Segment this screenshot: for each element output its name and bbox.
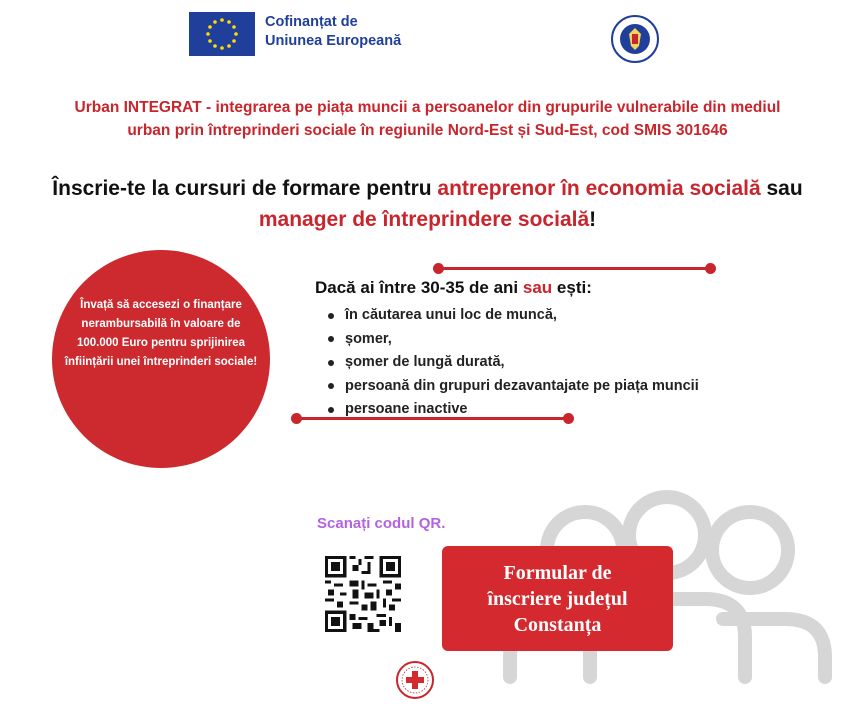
conditions-heading-part1: Dacă ai între 30-35 de ani: [315, 278, 523, 297]
eu-flag-icon: [189, 12, 255, 56]
project-title: Urban INTEGRAT - integrarea pe piața muncii a persoanelor din grupurile vulnerabile din mediul urban prin întreprinderi sociale în regiunile Nord-Est și Sud-Est, cod SMIS 301646: [74, 99, 781, 139]
form-button-line3: Constanța: [513, 613, 602, 636]
top-line-end-dot: [705, 263, 716, 274]
bullet-icon: [328, 383, 334, 389]
list-item: [328, 304, 699, 328]
gov-emblem-icon: [610, 14, 660, 64]
bullet-icon: [328, 360, 334, 366]
headline-highlight-manager: manager de întreprindere socială: [258, 208, 590, 231]
list-item-text: în căutarea unui loc de muncă,: [345, 307, 557, 323]
red-cross-icon: [395, 660, 435, 700]
list-item: [328, 328, 699, 352]
headline-part1: Înscrie-te la cursuri de formare pentru: [52, 177, 438, 200]
list-item: [328, 351, 699, 375]
list-item-text: șomer,: [345, 330, 392, 347]
form-button-line1: Formular de: [503, 561, 612, 584]
list-item-text: persoane inactive: [345, 401, 468, 417]
scan-qr-instruction: Scanați codul QR.: [317, 515, 446, 532]
circle-funding-text: Învață să accesezi o finanțare nerambursabilă în valoare de 100.000 Euro pentru sprijinirea înființării unei întreprinderi sociale!: [64, 299, 258, 368]
conditions-list: [328, 304, 699, 422]
headline-part3: !: [589, 208, 597, 231]
bullet-icon: [328, 336, 334, 342]
conditions-heading-highlight: sau: [522, 278, 553, 297]
top-decorative-line: [438, 267, 710, 270]
list-item-text: persoană din grupuri dezavantajate pe piața muncii: [345, 377, 699, 394]
qr-code-icon[interactable]: [325, 556, 401, 632]
headline: [30, 173, 825, 235]
bullet-icon: [328, 313, 334, 319]
headline-highlight-entrepreneur: antreprenor în economia socială: [437, 177, 761, 200]
conditions-heading: [315, 278, 592, 298]
conditions-heading-part2: ești:: [552, 278, 592, 297]
eu-label-line2: Uniunea Europeană: [265, 33, 402, 49]
registration-form-button[interactable]: [442, 546, 673, 651]
list-item: [328, 375, 699, 399]
list-item: [328, 398, 699, 422]
eu-cofinancing-label: [265, 13, 401, 51]
headline-part2: sau: [760, 177, 803, 200]
eu-label-line1: Cofinanțat de: [265, 14, 358, 30]
form-button-line2: înscriere județul: [487, 587, 628, 610]
list-item-text: șomer de lungă durată,: [345, 354, 505, 370]
bullet-icon: [328, 407, 334, 413]
